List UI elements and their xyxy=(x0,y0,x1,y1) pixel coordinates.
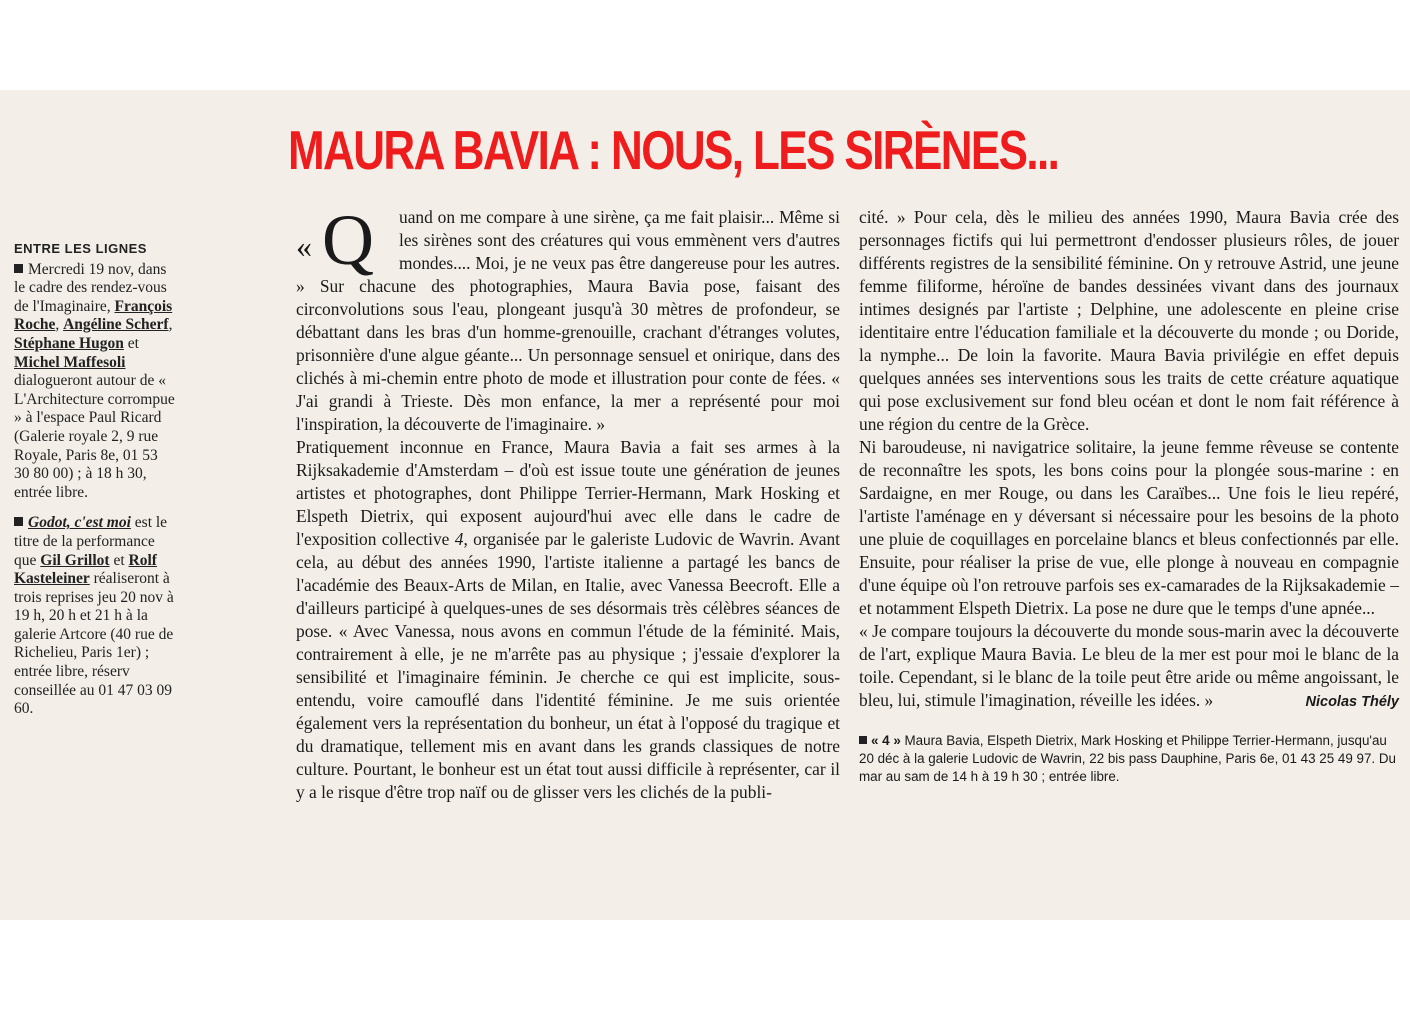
article-paragraph: Pratiquement inconnue en France, Maura Bavia a fait ses armes à la Rijksakademie d'Amsterdam – d'où est issue toute une génération de jeunes artistes et photographes, dont Philippe Terrier-Hermann, Mark Hosking et Elspeth Dietrix, qui exposent aujourd'hui avec elle dans le cadre de l'exposition collective 4, organisée par le galeriste Ludovic de Wavrin. Avant cela, au début des années 1990, l'artiste italienne a partagé les bancs de l'académie des Beaux-Arts de Milan, en Italie, avec Vanessa Beecroft. Elle a d'ailleurs participé à quelques-unes de ses désormais très célèbres séances de pose. « Avec Vanessa, nous avons en commun l'étude de la féminité. Mais, contrairement à elle, je ne m'arrête pas au physique ; j'essaie d'explorer la sensibilité et l'imaginaire féminin. Je cherche ce qui est implicite, sous-entendu, voire camouflé dans l'identité féminine. Je me suis orientée également vers la représentation du bonheur, un état à l'opposé du tragique et du dramatique, tellement mis en avant dans les grands classiques de notre culture. Pourtant, le bonheur est un état tout aussi difficile à représenter, car il y a le risque d'être trop naïf ou de glisser vers les clichés de la publi- xyxy=(296,437,840,802)
author-byline: Nicolas Thély xyxy=(1305,694,1399,710)
article-column-1 xyxy=(296,200,840,804)
exhibition-title: 4 xyxy=(454,529,464,549)
performance-title: Godot, c'est moi xyxy=(28,514,131,532)
bullet-square-icon xyxy=(14,517,23,526)
opening-quote: « xyxy=(296,228,312,264)
bullet-square-icon xyxy=(14,264,23,273)
article-paragraph: « Je compare toujours la découverte du monde sous-marin avec la découverte de l'art, explique Maura Bavia. Le bleu de la mer est pour moi le blanc de la toile. Cependant, si le blanc de la toile peut être aride ou même angoissant, le bleu, lui, stimule l'imagination, réveille les idées. » xyxy=(859,621,1399,710)
headline: MAURA BAVIA : NOUS, LES SIRÈNES... xyxy=(288,119,1059,181)
exhibition-info: « 4 » Maura Bavia, Elspeth Dietrix, Mark Hosking et Philippe Terrier-Hermann, jusqu'au 20 déc à la galerie Ludovic de Wavrin, 22 bis pass Dauphine, Paris 6e, 01 43 25 49 97. Du mar au sam de 14 h à 19 h 30 ; entrée libre. xyxy=(859,733,1396,784)
drop-cap-letter: Q xyxy=(322,200,374,280)
article-column-2 xyxy=(859,206,1399,786)
sidebar-entry-2: Godot, c'est moi est le titre de la performance que Gil Grillot et Rolf Kasteleiner réaliseront à trois reprises jeu 20 nov à 19 h, 20 h et 21 h à la galerie Artcore (40 rue de Richelieu, Paris 1er) ; entrée libre, réserv conseillée au 01 47 03 09 60. xyxy=(14,514,174,718)
bullet-square-icon xyxy=(859,736,867,744)
person-name: François Roche xyxy=(14,297,173,334)
person-name: Angéline Scherf xyxy=(63,316,169,334)
sidebar-title: ENTRE LES LIGNES xyxy=(14,241,147,256)
sidebar-entry-1: Mercredi 19 nov, dans le cadre des rendez-vous de l'Imaginaire, François Roche, Angéline Scherf, Stéphane Hugon et Michel Maffesoli dialogueront autour de « L'Architecture corrompue » à l'espace Paul Ricard (Galerie royale 2, 9 rue Royale, Paris 8e, 01 53 30 80 00) ; à 18 h 30, entrée libre. xyxy=(14,260,175,501)
exhibition-label: « 4 » xyxy=(871,733,901,748)
person-name: Rolf Kasteleiner xyxy=(14,551,157,588)
person-name: Gil Grillot xyxy=(40,551,110,569)
article-paragraph: cité. » Pour cela, dès le milieu des années 1990, Maura Bavia crée des personnages fictifs qui lui permettront d'endosser plusieurs rôles, de jouer différents registres de la sensibilité féminine. On y retrouve Astrid, une jeune femme filiforme, héroïne de bandes dessinées vivant dans des journaux intimes designés par l'artiste ; Delphine, une adolescente en pleine crise identitaire entre l'éducation familiale et la découverte du monde ; ou Doride, la nymphe... De loin la favorite. Maura Bavia privilégie en effet depuis quelques années ses interventions sous les traits de cette créature aquatique qui pose exclusivement sur fond bleu océan et dont le nom fait référence à une région du centre de la Grèce. xyxy=(859,207,1399,434)
drop-cap xyxy=(296,200,399,280)
article-paragraph: uand on me compare à une sirène, ça me fait plaisir... Même si les sirènes sont des créatures qui vous emmènent vers d'autres mondes.... Moi, je ne veux pas être dangereuse pour les autres. » Sur chacune des photographies, Maura Bavia pose, faisant des circonvolutions sous l'eau, plongeant jusqu'à 30 mètres de profondeur, se débattant dans les bras d'un homme-grenouille, crachant d'étranges volutes, prisonnière d'une algue géante... Un personnage sensuel et onirique, dans des clichés à mi-chemin entre photo de mode et illustration pour conte de fées. « J'ai grandi à Trieste. Dès mon enfance, la mer a représenté pour moi l'inspiration, la découverte de l'imaginaire. » xyxy=(296,207,840,434)
person-name: Stéphane Hugon xyxy=(14,334,124,352)
article-paragraph: Ni baroudeuse, ni navigatrice solitaire, la jeune femme rêveuse se contente de reconnaître les spots, les bons coins pour la plongée sous-marine : en Sardaigne, en mer Rouge, ou dans les Caraïbes... Une fois le lieu repéré, l'artiste l'aménage en y déversant si nécessaire pour les besoins de la photo une pluie de coquillages en porcelaine blancs et bleus confectionnés par elle. Ensuite, pour réaliser la prise de vue, elle plonge à nouveau en compagnie d'une équipe où l'on retrouve parfois ses ex-camarades de la Rijksakademie – et notamment Elspeth Dietrix. La pose ne dure que le temps d'une apnée... xyxy=(859,437,1399,618)
sidebar-entre-les-lignes xyxy=(14,238,176,731)
person-name: Michel Maffesoli xyxy=(14,353,126,371)
